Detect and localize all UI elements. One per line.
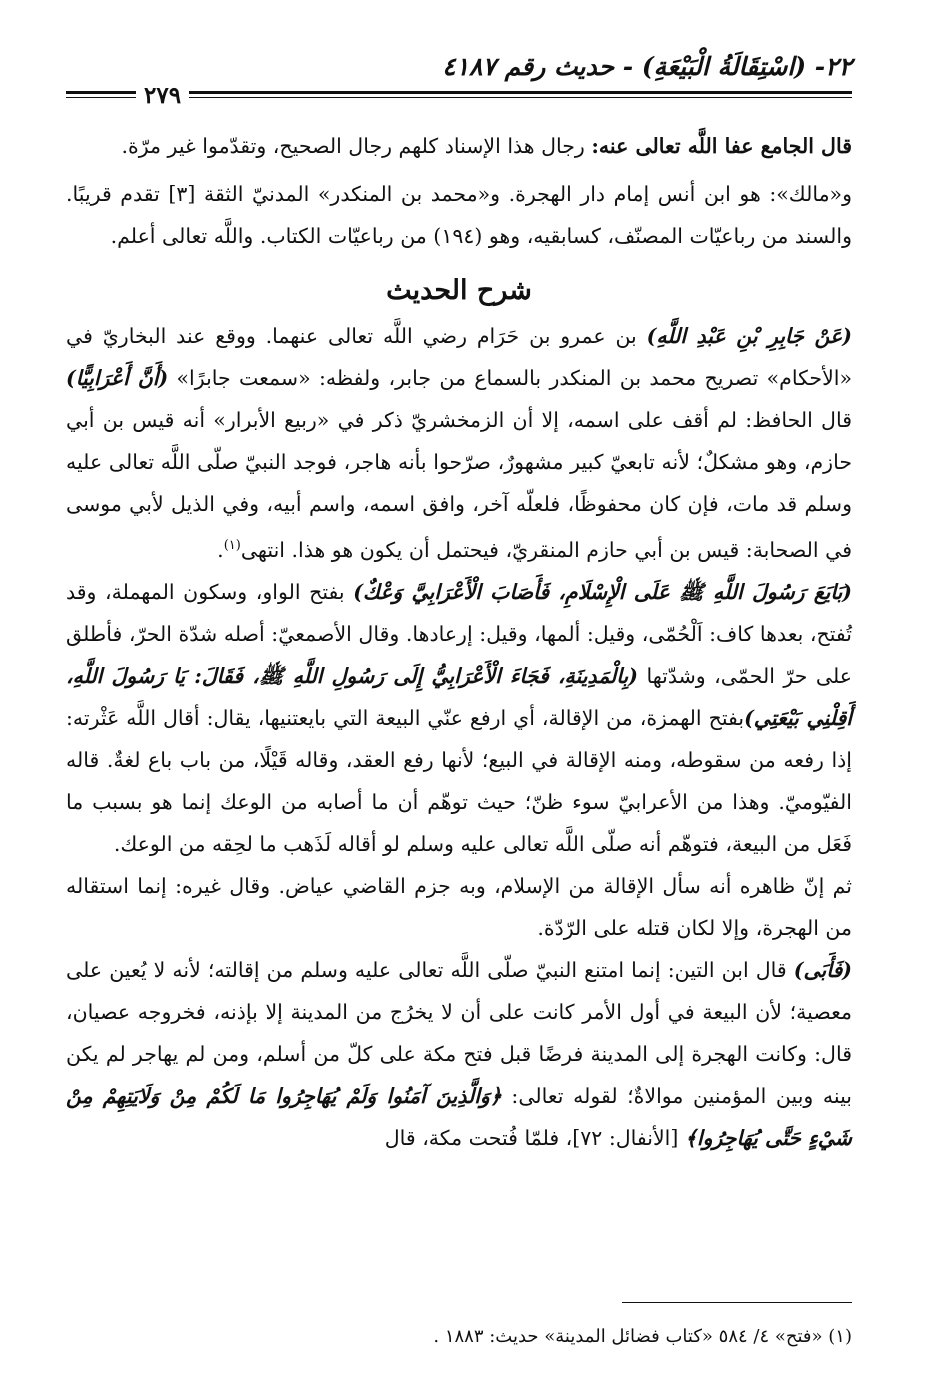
- text-jabir-1: بن عمرو بن حَرَام رضي اللَّه تعالى عنهما. ووقع عند البخاريّ في «الأحكام» تصريح محمد بن المنكدر بالسماع من جابر، ولفظه: «سمعت جابرًا»: [66, 324, 853, 390]
- footnote-rule: [622, 1302, 852, 1303]
- quote-ayah: ﴿وَالَّذِينَ آمَنُوا وَلَمْ يُهَاجِرُوا مَا لَكُمْ مِنْ وَلَايَتِهِمْ مِنْ شَيْءٍ حَتَّى يُهَاجِرُوا﴾: [66, 1083, 852, 1150]
- paragraph-bayaa: [66, 571, 852, 865]
- page-body: [66, 125, 852, 1159]
- paragraph-jabir: [66, 315, 852, 571]
- text-aba-2: [الأنفال: ٧٢]، فلمّا فُتحت مكة، قال: [384, 1125, 685, 1150]
- compiler-text: رجال هذا الإسناد كلهم رجال الصحيح، وتقدّموا غير مرّة.: [121, 134, 592, 158]
- quote-jabir: (عَنْ جَابِرِ بْنِ عَبْدِ اللَّهِ): [646, 324, 852, 348]
- paragraph-aba: [66, 949, 852, 1159]
- quote-arabi: (أَنَّ أَعْرَابِيًّا): [66, 366, 169, 390]
- running-title: ٢٢- (اسْتِقَالَةُ الْبَيْعَةِ) - حديث رقم ٤١٨٧: [442, 52, 852, 81]
- section-heading: شرح الحديث: [386, 275, 532, 306]
- text-bayaa-2: بفتح الهمزة، من الإقالة، أي ارفع عنّي البيعة التي بايعتنيها، يقال: أقال اللَّه عَثْرته: إذا رفعه من سقوطه، ومنه الإقالة في البيع؛ لأنها رفع العقد، وقاله قَيْلًا، من باب باع لغةٌ. قاله الفيّوميّ. وهذا من الأعرابيّ سوء ظنّ؛ حيث توهّم أن ما أصابه من الوعك إنما هو بسبب ما فَعَل من البيعة، فتوهّم أنه صلّى اللَّه تعالى عليه وسلم لو أقاله لَذَهب ما لحِقه من الوعك.: [66, 705, 852, 856]
- text-jabir-2: قال الحافظ: لم أقف على اسمه، إلا أن الزمخشريّ ذكر في «ربيع الأبرار» أنه قيس بن أبي حازم، وهو مشكلٌ؛ لأنه تابعيّ كبير مشهورٌ، صرّحوا بأنه هاجر، فوجد النبيّ صلّى اللَّه تعالى عليه وسلم قد مات، فإن كان محفوظًا، فلعلّه آخر، وافق اسمه، واسم أبيه، وفي الذيل لأبي موسى في الصحابة: قيس بن أبي حازم المنقريّ، فيحتمل أن يكون هو هذا. انتهى: [66, 408, 852, 562]
- page-number: ٢٧٩: [136, 82, 189, 109]
- paragraph-narrators: [66, 173, 852, 257]
- footnote-marker: (١): [223, 538, 241, 553]
- quote-aba: (فَأَبَى): [793, 957, 852, 982]
- text-iqala: ثم إنّ ظاهره أنه سأل الإقالة من الإسلام، وبه جزم القاضي عياض. وقال غيره: إنما استقاله من الهجرة، وإلا لكان قتله على الرّدّة.: [66, 873, 852, 940]
- narrators-text: و«مالك»: هو ابن أنس إمام دار الهجرة. و«محمد بن المنكدر» المدنيّ الثقة [٣] تقدم قريبًا. والسند من رباعيّات المصنّف، كسابقيه، وهو (١٩٤) من رباعيّات الكتاب. واللَّه تعالى أعلم.: [66, 182, 852, 248]
- paragraph-compiler-note: [66, 125, 852, 167]
- quote-bayaa: (بَايَعَ رَسُولَ اللَّهِ ﷺ عَلَى الْإِسْلَامِ، فَأَصَابَ الْأَعْرَابِيَّ وَعْكٌ): [353, 579, 853, 604]
- compiler-label: قال الجامع عفا اللَّه تعالى عنه:: [591, 134, 852, 158]
- footnote: (١) «فتح» ٤/ ٥٨٤ «كتاب فضائل المدينة» حديث: ١٨٨٣ .: [433, 1326, 852, 1347]
- page-footer: [66, 1320, 852, 1354]
- text-jabir-3: .: [217, 537, 224, 562]
- text-bayaa-1: بفتح الواو، وسكون المهملة، وقد تُفتح، بعدها كاف: اَلْحُمّى، وقيل: ألمها، وقيل: إرعادها. وقال الأصمعيّ: أصله شدّة الحرّ، فأطلق على حرّ الحمّى، وشدّتها: [66, 579, 852, 688]
- text-aba-1: قال ابن التين: إنما امتنع النبيّ صلّى اللَّه تعالى عليه وسلم من إقالته؛ لأنه لا يُعين على معصية؛ لأن البيعة في أول الأمر كانت على أن لا يخرُج من المدينة إلا بإذنه، فخروجه عصيان، قال: وكانت الهجرة إلى المدينة فرضًا قبل فتح مكة على كلّ من أسلم، ومن لم يهاجر لم يكن بينه وبين المؤمنين موالاةٌ؛ لقوله تعالى:: [66, 957, 852, 1108]
- paragraph-iqala: [66, 865, 852, 949]
- page-header: [66, 52, 852, 109]
- quote-madina: (بِالْمَدِينَةِ، فَجَاءَ الْأَعْرَابِيُّ إِلَى رَسُولِ اللَّهِ ﷺ، فَقَالَ: يَا رَسُولَ اللَّهِ، أَقِلْنِي بَيْعَتِي): [66, 663, 852, 730]
